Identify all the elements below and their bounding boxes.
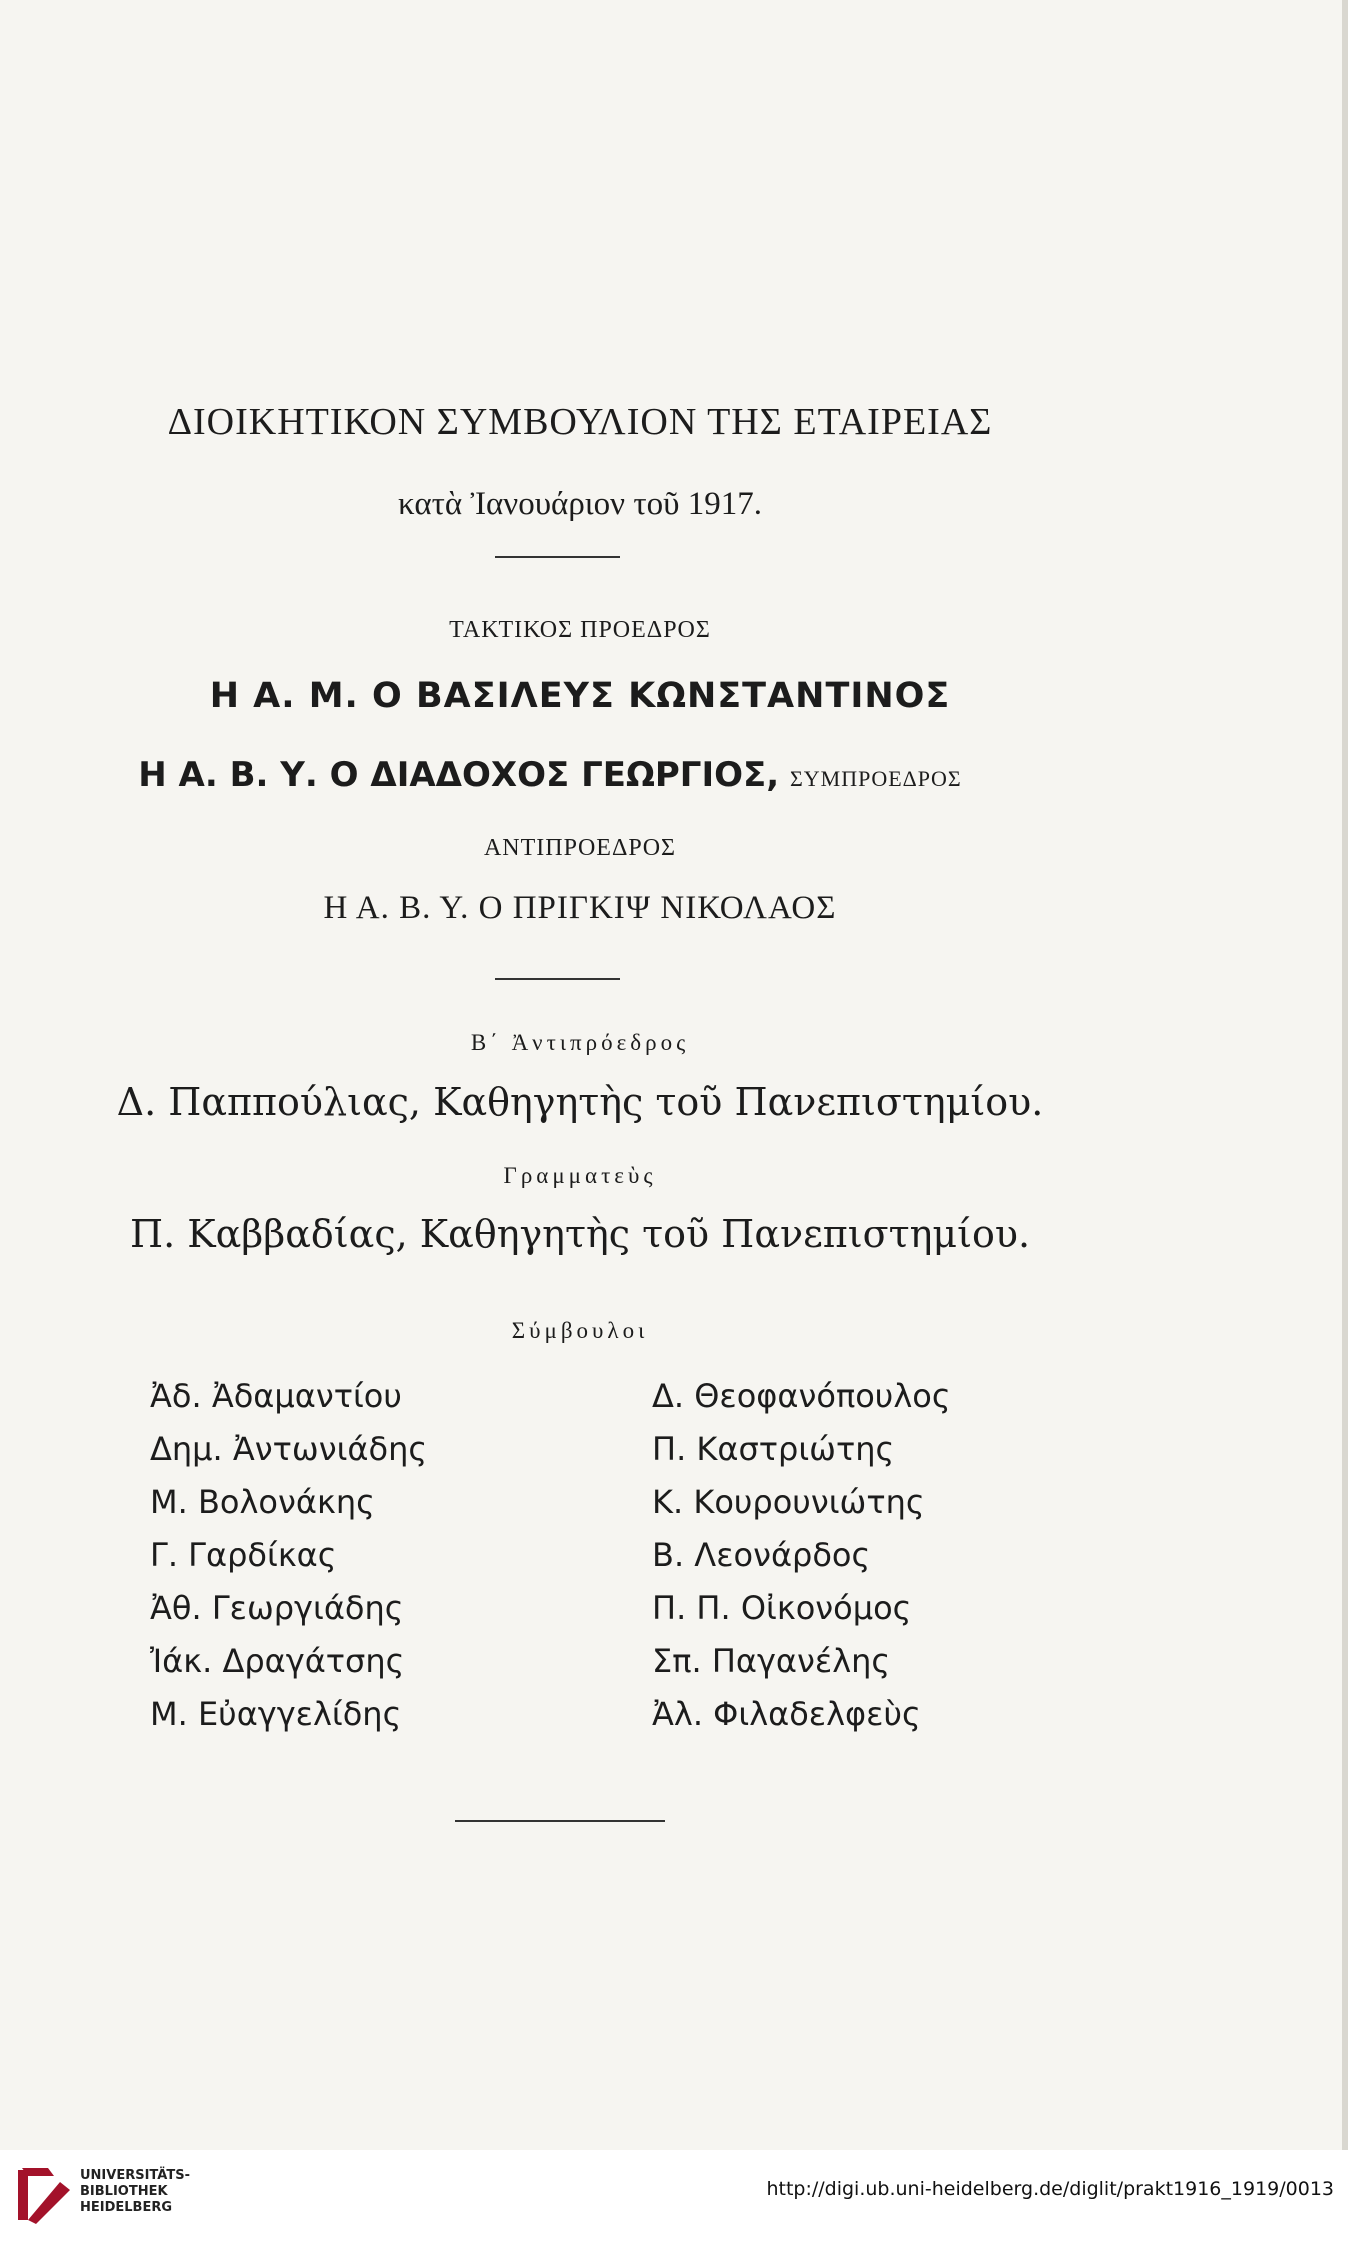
president-name: Η Α. Μ. Ο ΒΑΣΙΛΕΥΣ ΚΩΝΣΤΑΝΤΙΝΟΣ (209, 676, 951, 716)
secretary-name: Π. Καββαδίας, Καθηγητὴς τοῦ Πανεπιστημίου. (129, 1212, 1031, 1256)
source-url-link[interactable]: http://digi.ub.uni-heidelberg.de/diglit/prakt1916_1919/0013 (766, 2178, 1334, 2200)
list-item: Μ. Βολονάκης (150, 1483, 375, 1521)
end-rule (455, 1820, 665, 1822)
list-item: Γ. Γαρδίκας (150, 1536, 337, 1574)
page-edge (1342, 0, 1348, 2150)
president-role: ΤΑΚΤΙΚΟΣ ΠΡΟΕΔΡΟΣ (449, 617, 711, 643)
second-vicepresident-name: Δ. Παππούλιας, Καθηγητὴς τοῦ Πανεπιστημίου. (116, 1080, 1044, 1124)
list-item: Σπ. Παγανέλης (652, 1642, 891, 1680)
list-item: Κ. Κουρουνιώτης (652, 1483, 925, 1521)
copresident-name: Η Α. Β. Υ. Ο ΔΙΑΔΟΧΟΣ ΓΕΩΡΓΙΟΣ, (138, 755, 780, 795)
list-item: Ἰάκ. Δραγάτσης (150, 1642, 405, 1680)
divider-rule (495, 978, 620, 980)
councillors-role: Σύμβουλοι (511, 1318, 649, 1343)
divider-rule (495, 556, 620, 558)
secretary-role: Γραμματεὺς (503, 1163, 657, 1188)
library-name-line: HEIDELBERG (80, 2200, 173, 2215)
councillors-right-list (652, 1370, 951, 1741)
list-item: Μ. Εὐαγγελίδης (150, 1695, 402, 1733)
university-library-logo-icon (14, 2162, 76, 2228)
vicepresident-name: Η Α. Β. Υ. Ο ΠΡΙΓΚΙΨ ΝΙΚΟΛΑΟΣ (323, 890, 837, 926)
list-item: Ἀθ. Γεωργιάδης (150, 1589, 404, 1627)
list-item: Π. Καστριώτης (652, 1430, 895, 1468)
list-item: Δημ. Ἀντωνιάδης (150, 1430, 428, 1468)
document-subtitle: κατὰ Ἰανουάριον τοῦ 1917. (398, 486, 762, 522)
footer-bar (0, 2150, 1348, 2246)
copresident-role: ΣΥΜΠΡΟΕΔΡΟΣ (789, 766, 962, 791)
councillors-left-list (150, 1370, 427, 1741)
vicepresident-role: ΑΝΤΙΠΡΟΕΔΡΟΣ (483, 835, 677, 861)
second-vicepresident-role: Β΄ Ἀντιπρόεδρος (470, 1030, 690, 1055)
list-item: Δ. Θεοφανόπουλος (652, 1377, 951, 1415)
library-name-line: BIBLIOTHEK (80, 2184, 168, 2199)
list-item: Ἀλ. Φιλαδελφεὺς (652, 1695, 921, 1733)
list-item: Ἀδ. Ἀδαμαντίου (150, 1377, 402, 1415)
list-item: Β. Λεονάρδος (652, 1536, 871, 1574)
list-item: Π. Π. Οἰκονόμος (652, 1589, 912, 1627)
library-name-line: UNIVERSITÄTS- (80, 2168, 190, 2183)
document-title: ΔΙΟΙΚΗΤΙΚΟΝ ΣΥΜΒΟΥΛΙΟΝ ΤΗΣ ΕΤΑΙΡΕΙΑΣ (167, 401, 993, 443)
copresident-line (20, 755, 1080, 795)
library-name (80, 2168, 190, 2216)
